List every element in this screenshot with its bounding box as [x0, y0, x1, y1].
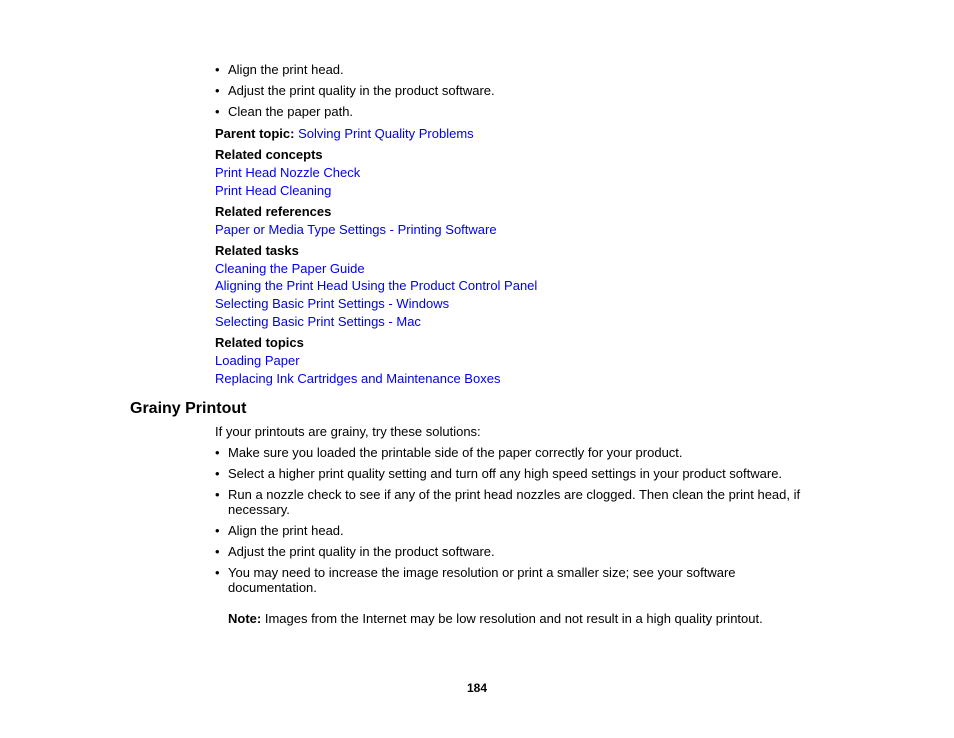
bullet-marker: • [215, 62, 220, 77]
related-task-link[interactable]: Selecting Basic Print Settings - Mac [215, 314, 421, 329]
parent-topic-link[interactable]: Solving Print Quality Problems [298, 126, 474, 141]
related-references-heading: Related references [215, 204, 332, 219]
list-item [215, 83, 815, 98]
bullet-marker: • [215, 487, 220, 502]
section-title: Grainy Printout [130, 400, 247, 417]
list-item-text: Adjust the print quality in the product software. [228, 544, 495, 559]
related-reference-link[interactable]: Paper or Media Type Settings - Printing Software [215, 222, 497, 237]
page-number: 184 [466, 681, 488, 695]
related-concept-link[interactable]: Print Head Cleaning [215, 183, 332, 198]
bullet-marker: • [215, 565, 220, 580]
section-intro: If your printouts are grainy, try these solutions: [215, 424, 481, 439]
list-item [215, 523, 815, 538]
list-item-text: You may need to increase the image resolution or print a smaller size; see your software documentation. [228, 565, 736, 595]
parent-topic-label: Parent topic: [215, 126, 295, 141]
related-task-link[interactable]: Aligning the Print Head Using the Product Control Panel [215, 278, 538, 293]
related-topics-heading: Related topics [215, 335, 304, 350]
list-item [215, 487, 815, 517]
related-concepts-heading: Related concepts [215, 147, 323, 162]
related-topic-link[interactable]: Loading Paper [215, 353, 300, 368]
list-item [215, 466, 815, 481]
bullet-marker: • [215, 523, 220, 538]
bullet-marker: • [215, 544, 220, 559]
bullet-marker: • [215, 83, 220, 98]
related-tasks-heading: Related tasks [215, 243, 299, 258]
list-item [215, 544, 815, 559]
note-label: Note: [228, 611, 262, 626]
parent-topic [215, 126, 474, 141]
list-item-text: Clean the paper path. [228, 104, 354, 119]
list-item-text: Align the print head. [228, 523, 344, 538]
list-item-text: Make sure you loaded the printable side of the paper correctly for your product. [228, 445, 683, 460]
list-item-text: Select a higher print quality setting and turn off any high speed settings in your product software. [228, 466, 783, 481]
bullet-marker: • [215, 104, 220, 119]
list-item-text: Run a nozzle check to see if any of the print head nozzles are clogged. Then clean the print head, if necessary. [228, 487, 801, 517]
bullet-marker: • [215, 466, 220, 481]
list-item [215, 565, 755, 595]
list-item-text: Adjust the print quality in the product software. [228, 83, 495, 98]
bullet-marker: • [215, 445, 220, 460]
list-item [215, 104, 815, 119]
related-task-link[interactable]: Selecting Basic Print Settings - Windows [215, 296, 450, 311]
list-item [215, 445, 815, 460]
related-task-link[interactable]: Cleaning the Paper Guide [215, 261, 365, 276]
note-text: Images from the Internet may be low resolution and not result in a high quality printout. [261, 611, 763, 626]
list-item-text: Align the print head. [228, 62, 344, 77]
list-item [215, 62, 815, 77]
related-topic-link[interactable]: Replacing Ink Cartridges and Maintenance Boxes [215, 371, 501, 386]
related-concept-link[interactable]: Print Head Nozzle Check [215, 165, 361, 180]
note [228, 611, 763, 626]
